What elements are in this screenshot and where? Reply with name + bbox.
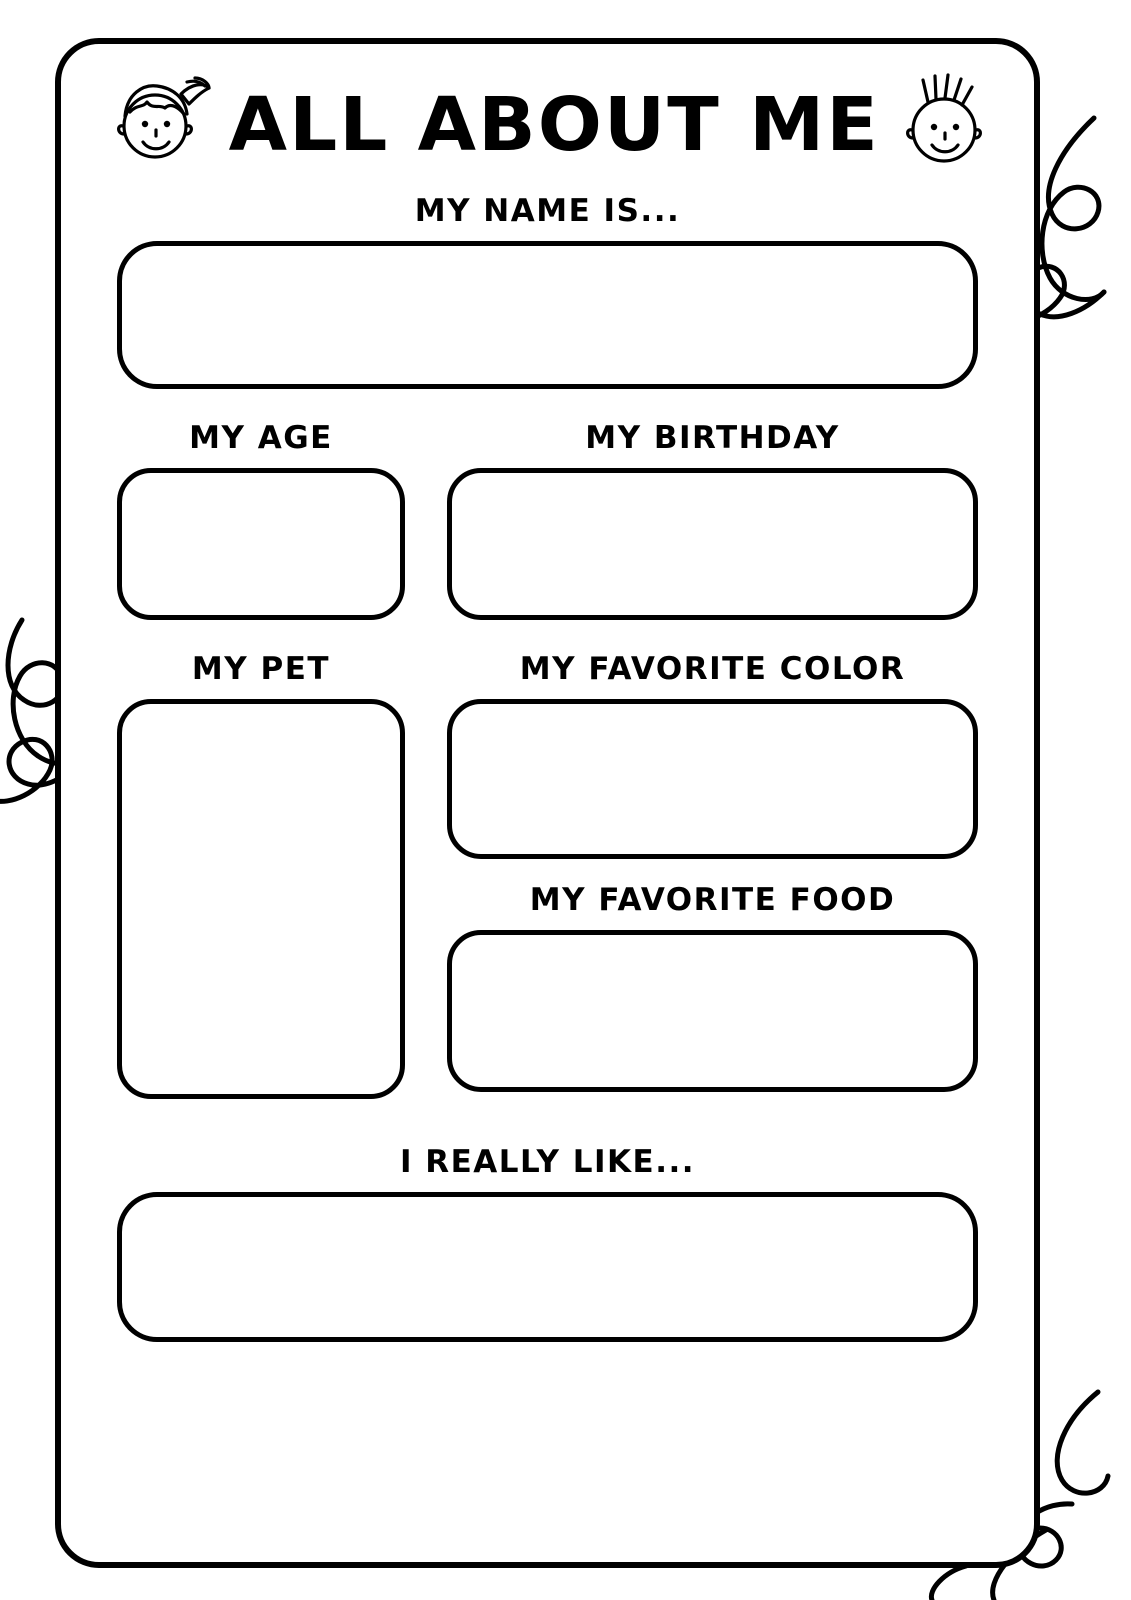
label-age: MY AGE — [189, 420, 333, 456]
really-like-input[interactable] — [117, 1192, 978, 1342]
birthday-input[interactable] — [447, 468, 978, 620]
age-input[interactable] — [117, 468, 405, 620]
field-group-favorites — [447, 651, 978, 1099]
boy-doodle-face-icon — [892, 64, 996, 187]
row-age-birthday-labels — [55, 420, 1040, 620]
favorite-color-input[interactable] — [447, 699, 978, 859]
page-header — [55, 60, 1040, 190]
label-birthday: MY BIRTHDAY — [585, 420, 840, 456]
label-favorite-color: MY FAVORITE COLOR — [519, 651, 906, 687]
label-pet: MY PET — [191, 651, 331, 687]
favorite-food-input[interactable] — [447, 930, 978, 1092]
worksheet-content — [55, 193, 1040, 1342]
label-favorite-food: MY FAVORITE FOOD — [529, 882, 896, 918]
pet-input[interactable] — [117, 699, 405, 1099]
page-title: ALL ABOUT ME — [228, 82, 881, 168]
field-group-birthday — [447, 420, 978, 620]
field-group-name — [55, 193, 1040, 389]
field-group-really-like — [55, 1144, 1040, 1342]
name-input[interactable] — [117, 241, 978, 389]
label-name: MY NAME IS... — [414, 193, 681, 229]
label-really-like: I REALLY LIKE... — [399, 1144, 696, 1180]
field-group-pet — [117, 651, 405, 1099]
field-group-age — [117, 420, 405, 620]
row-pet-favorites — [55, 651, 1040, 1099]
girl-doodle-face-icon — [99, 64, 217, 187]
